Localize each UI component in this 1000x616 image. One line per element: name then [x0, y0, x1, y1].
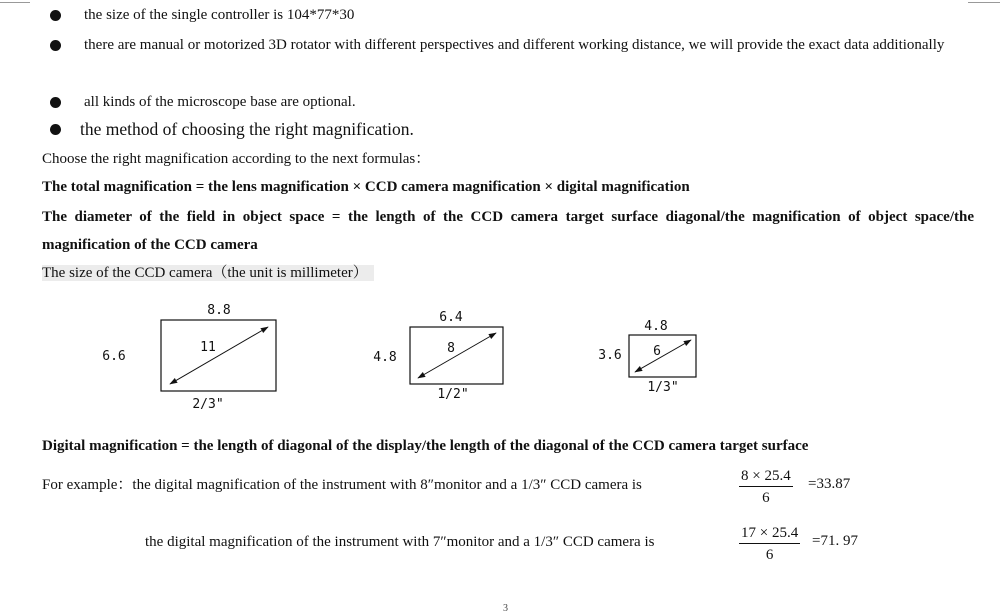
page-number: 3 [503, 603, 508, 614]
bullet-microscope-base: all kinds of the microscope base are optional. [84, 94, 356, 110]
ccd-diagonal-label: 8 [447, 341, 455, 356]
example-prefix: For example： [42, 477, 133, 493]
formula-intro: Choose the right magnification according to the next formulas： [42, 151, 431, 167]
formula-digital-magnification: Digital magnification = the length of diagonal of the display/the length of the diagonal of the CCD camera target surface [42, 438, 809, 454]
ccd-size-heading-text: The size of the CCD camera（the unit is millimeter） [42, 265, 374, 281]
example-2-text: the digital magnification of the instrument with 7″monitor and a 1/3″ CCD camera is [145, 534, 655, 550]
example-1-text: the digital magnification of the instrument with 8″monitor and a 1/3″ CCD camera is [132, 477, 642, 493]
ccd-diagonal-arrow [170, 327, 268, 384]
example-2-denominator: 6 [765, 547, 774, 563]
ccd-format-label: 1/2" [437, 387, 469, 402]
bullet-controller-size: the size of the single controller is 104*77*30 [84, 7, 355, 23]
example-1-denominator: 6 [762, 490, 770, 506]
ccd-width-label: 6.4 [439, 310, 463, 325]
example-1-fraction [739, 466, 793, 509]
ccd-width-label: 8.8 [207, 303, 231, 318]
example-1-result: =33.87 [808, 476, 851, 492]
ccd-diagonal-label: 6 [653, 344, 661, 359]
bullet-3d-rotator: there are manual or motorized 3D rotator with different perspectives and different working distance, we will provide the exact data additionally [84, 37, 945, 53]
bullet-choose-magnification: the method of choosing the right magnification. [80, 119, 414, 139]
example-2-numerator: 17 × 25.4 [739, 523, 800, 544]
ccd-diagonal-arrow [418, 333, 496, 378]
ccd-diagram-1-2-inch [373, 310, 503, 402]
example-line-1 [42, 471, 642, 499]
example-2-fraction [739, 523, 800, 566]
formula-total-magnification: The total magnification = the lens magnification × CCD camera magnification × digital magnification [42, 179, 690, 195]
ccd-height-label: 3.6 [598, 348, 622, 363]
ccd-diagram-2-3-inch [102, 303, 276, 412]
ccd-diagonal-label: 11 [200, 340, 216, 355]
example-1-numerator: 8 × 25.4 [739, 466, 793, 487]
example-2-result: =71. 97 [812, 533, 858, 549]
ccd-format-label: 1/3" [647, 380, 679, 395]
ccd-width-label: 4.8 [644, 319, 668, 334]
ccd-diagonal-arrow [635, 340, 691, 372]
ccd-format-label: 2/3" [192, 397, 224, 412]
example-line-2 [145, 528, 654, 556]
ccd-diagram-1-3-inch [598, 319, 696, 395]
ccd-height-label: 4.8 [373, 350, 397, 365]
formula-field-diameter: The diameter of the field in object space = the length of the CCD camera target surface diagonal/the magnification of object space/the magnification of the CCD camera [42, 209, 974, 253]
ccd-height-label: 6.6 [102, 349, 126, 364]
